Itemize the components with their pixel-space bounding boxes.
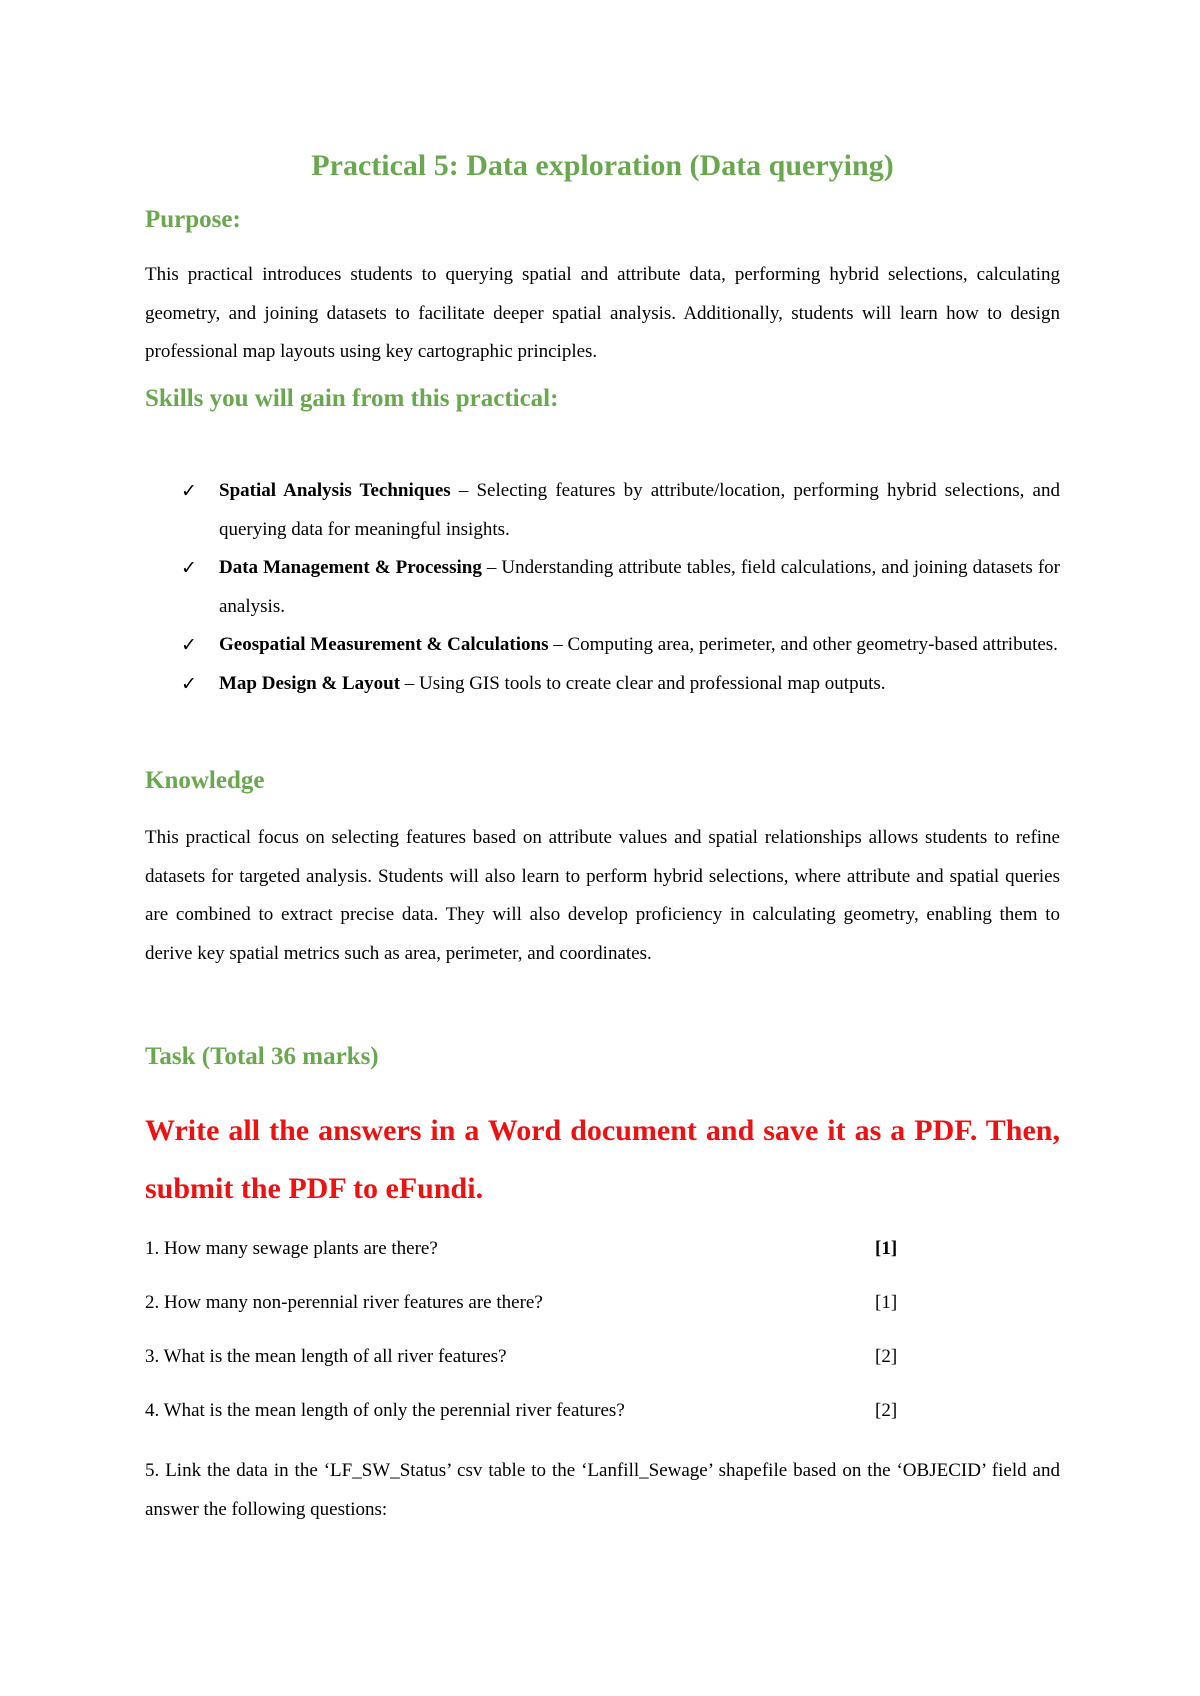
page-title: Practical 5: Data exploration (Data querying) <box>311 149 894 182</box>
question-text: 1. How many sewage plants are there? <box>145 1238 438 1259</box>
task-heading: Task (Total 36 marks) <box>145 1043 379 1070</box>
purpose-heading: Purpose: <box>145 206 241 233</box>
question-marks: [2] <box>875 1346 898 1367</box>
question-text: 2. How many non-perennial river features are there? <box>145 1292 543 1313</box>
skill-title: Spatial Analysis Techniques <box>219 480 451 501</box>
skill-title: Geospatial Measurement & Calculations <box>219 634 549 655</box>
question-item <box>145 1338 1060 1392</box>
skills-heading: Skills you will gain from this practical: <box>145 385 559 412</box>
purpose-text: This practical introduces students to querying spatial and attribute data, performing hybrid selections, calculating geometry, and joining datasets to facilitate deeper spatial analysis. Additionally, students will learn how to design professional map layouts using key cartographic principles. <box>145 264 1060 362</box>
question-item <box>145 1284 1060 1338</box>
skill-description: – Using GIS tools to create clear and professional map outputs. <box>400 672 886 694</box>
question-marks: [1] <box>875 1238 898 1259</box>
skill-item <box>145 549 1060 626</box>
submission-notice: Write all the answers in a Word document and save it as a PDF. Then, submit the PDF to eFundi. <box>145 1114 1060 1205</box>
knowledge-text: This practical focus on selecting features based on attribute values and spatial relationships allows students to refine datasets for targeted analysis. Students will also learn to perform hybrid selections, where attribute and spatial queries are combined to extract precise data. They will also develop proficiency in calculating geometry, enabling them to derive key spatial metrics such as area, perimeter, and coordinates. <box>145 827 1060 964</box>
skill-title: Data Management & Processing <box>219 557 482 578</box>
check-mark-icon: ✓ <box>181 672 197 695</box>
check-mark-icon: ✓ <box>181 634 197 656</box>
skills-list <box>145 472 1060 703</box>
skill-title: Map Design & Layout <box>219 672 401 694</box>
skill-description: – Computing area, perimeter, and other geometry-based attributes. <box>548 634 1058 655</box>
check-mark-icon: ✓ <box>181 480 197 502</box>
check-mark-icon: ✓ <box>181 557 197 579</box>
question-text: 4. What is the mean length of only the perennial river features? <box>145 1400 625 1421</box>
skill-description: – Understanding attribute tables, field calculations, and joining datasets for analysis. <box>219 557 1060 617</box>
skill-item <box>145 472 1060 549</box>
skill-item <box>145 626 1060 665</box>
question-item <box>145 1392 1060 1446</box>
question-list <box>145 1230 1060 1446</box>
knowledge-heading: Knowledge <box>145 767 265 794</box>
question-text: 3. What is the mean length of all river features? <box>145 1346 507 1367</box>
skill-item <box>145 665 1060 704</box>
question-marks: [1] <box>875 1292 898 1313</box>
skill-description: – Selecting features by attribute/location, performing hybrid selections, and querying data for meaningful insights. <box>219 480 1060 540</box>
question-marks: [2] <box>875 1400 898 1421</box>
question-5-text: 5. Link the data in the ‘LF_SW_Status’ csv table to the ‘Lanfill_Sewage’ shapefile based on the ‘OBJECID’ field and answer the following questions: <box>145 1460 1060 1520</box>
question-item <box>145 1230 1060 1284</box>
